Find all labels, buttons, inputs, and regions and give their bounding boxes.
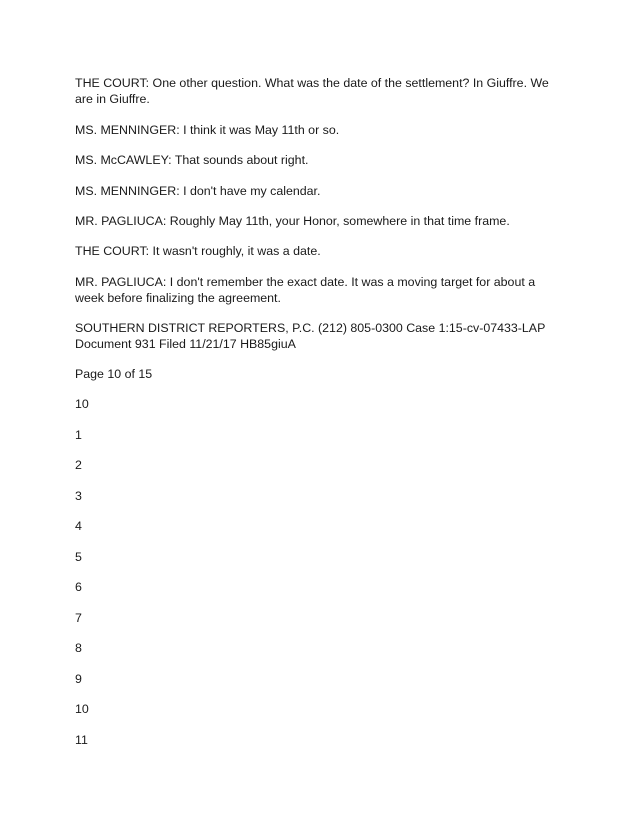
line-number: 4: [75, 519, 82, 533]
court-statement: THE COURT: It wasn't roughly, it was a date.: [75, 244, 321, 258]
line-number: 8: [75, 641, 82, 655]
line-number: 1: [75, 428, 82, 442]
line-number: 9: [75, 672, 82, 686]
menninger-statement-1: MS. MENNINGER: I think it was May 11th or so.: [75, 123, 340, 137]
line-number: 10: [75, 397, 89, 411]
pagliuca-statement-1: MR. PAGLIUCA: Roughly May 11th, your Honor, somewhere in that time frame.: [75, 214, 510, 228]
page-indicator: Page 10 of 15: [75, 367, 153, 381]
line-number: 5: [75, 550, 82, 564]
line-number: 7: [75, 611, 82, 625]
pagliuca-statement-2: MR. PAGLIUCA: I don't remember the exact date. It was a moving target for about a week before finalizing the agreement.: [75, 275, 536, 305]
line-number: 10: [75, 702, 89, 716]
line-number: 3: [75, 489, 82, 503]
court-question-paragraph: THE COURT: One other question. What was the date of the settlement? In Giuffre. We are in Giuffre.: [75, 76, 549, 106]
line-number: 6: [75, 580, 82, 594]
menninger-statement-2: MS. MENNINGER: I don't have my calendar.: [75, 184, 321, 198]
mccawley-statement: MS. McCAWLEY: That sounds about right.: [75, 153, 309, 167]
line-number: 2: [75, 458, 82, 472]
line-number: 11: [75, 733, 88, 747]
reporter-footer: SOUTHERN DISTRICT REPORTERS, P.C. (212) 805-0300 Case 1:15-cv-07433-LAP Document 931 Filed 11/21/17 HB85giuA: [75, 321, 546, 351]
